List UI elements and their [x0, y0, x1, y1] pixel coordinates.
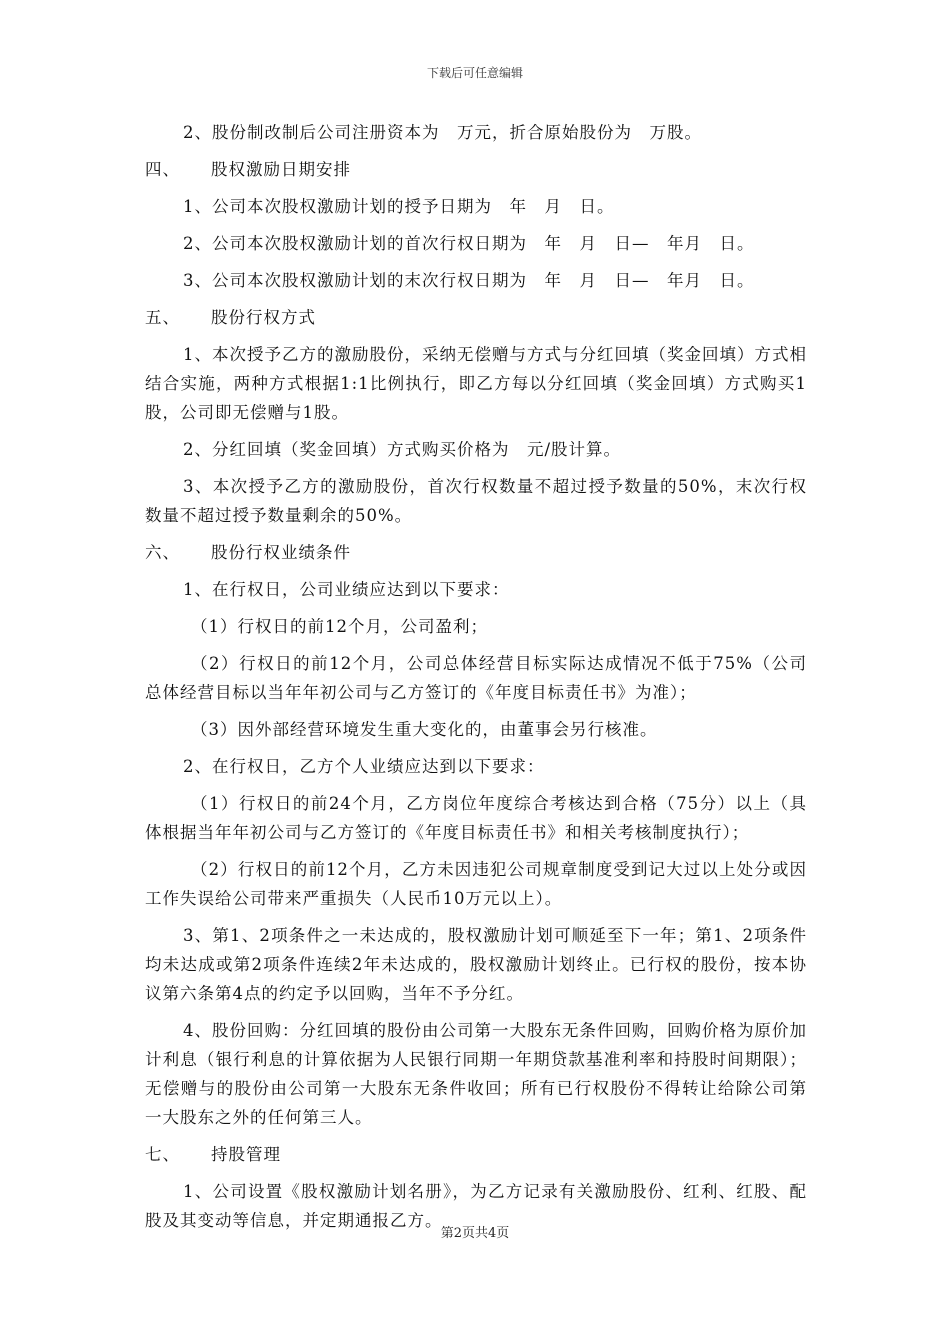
section-heading-4 [145, 155, 807, 184]
paragraph-last-exercise-date: 3、公司本次股权激励计划的末次行权日期为 年 月 日— 年月 日。 [183, 271, 755, 290]
paragraph-first-exercise-date: 2、公司本次股权激励计划的首次行权日期为 年 月 日— 年月 日。 [183, 234, 755, 253]
paragraph-condition-assessment: （1）行权日的前24个月，乙方岗位年度综合考核达到合格（75分）以上（具体根据当年年初公司与乙方签订的《年度目标责任书》和相关考核制度执行）； [145, 794, 807, 842]
paragraph-condition-target: （2）行权日的前12个月，公司总体经营目标实际达成情况不低于75%（公司总体经营目标以当年年初公司与乙方签订的《年度目标责任书》为准）； [145, 654, 807, 702]
document-body [145, 118, 807, 1243]
page-footer: 第2页共4页 [440, 1226, 510, 1241]
paragraph-share-buyback: 4、股份回购：分红回填的股份由公司第一大股东无条件回购，回购价格为原价加计利息（银行利息的计算依据为人民银行同期一年期贷款基准利率和持股时间期限）；无偿赠与的股份由公司第一大股东无条件收回；所有已行权股份不得转让给除公司第一大股东之外的任何第三人。 [145, 1021, 807, 1127]
page-header: 下载后可任意编辑 [426, 66, 523, 80]
paragraph-postpone-terminate: 3、第1、2项条件之一未达成的，股权激励计划可顺延至下一年；第1、2项条件均未达成或第2项条件连续2年未达成的，股权激励计划终止。已行权的股份，按本协议第六条第4点的约定予以回购，当年不予分红。 [145, 926, 807, 1003]
paragraph-register: 1、公司设置《股权激励计划名册》，为乙方记录有关激励股份、红利、红股、配股及其变动等信息，并定期通报乙方。 [145, 1182, 807, 1230]
section-number: 四、 [145, 160, 180, 179]
section-number: 六、 [145, 543, 180, 562]
paragraph-exercise-method: 1、本次授予乙方的激励股份，采纳无偿赠与方式与分红回填（奖金回填）方式相结合实施，两种方式根据1:1比例执行，即乙方每以分红回填（奖金回填）方式购买1股，公司即无偿赠与1股。 [145, 345, 807, 422]
paragraph-condition-discipline: （2）行权日的前12个月，乙方未因违犯公司规章制度受到记大过以上处分或因工作失误给公司带来严重损失（人民币10万元以上）。 [145, 860, 807, 908]
paragraph-condition-profit: （1）行权日的前12个月，公司盈利； [191, 617, 488, 636]
paragraph-personal-performance: 2、在行权日，乙方个人业绩应达到以下要求： [183, 757, 545, 776]
section-title: 股份行权业绩条件 [211, 543, 351, 562]
section-heading-6 [145, 538, 807, 567]
section-number: 七、 [145, 1145, 180, 1164]
paragraph-purchase-price: 2、分红回填（奖金回填）方式购买价格为 元/股计算。 [183, 440, 622, 459]
paragraph-exercise-quantity: 3、本次授予乙方的激励股份，首次行权数量不超过授予数量的50%，末次行权数量不超过授予数量剩余的50%。 [145, 477, 807, 525]
section-number: 五、 [145, 308, 180, 327]
paragraph-condition-external: （3）因外部经营环境发生重大变化的，由董事会另行核准。 [191, 720, 658, 739]
section-title: 股份行权方式 [211, 308, 316, 327]
section-title: 持股管理 [211, 1145, 281, 1164]
paragraph-company-performance: 1、在行权日，公司业绩应达到以下要求： [183, 580, 510, 599]
paragraph-registered-capital: 2、股份制改制后公司注册资本为 万元，折合原始股份为 万股。 [183, 123, 702, 142]
section-title: 股权激励日期安排 [211, 160, 351, 179]
section-heading-5 [145, 303, 807, 332]
section-heading-7 [145, 1140, 807, 1169]
paragraph-grant-date: 1、公司本次股权激励计划的授予日期为 年 月 日。 [183, 197, 615, 216]
